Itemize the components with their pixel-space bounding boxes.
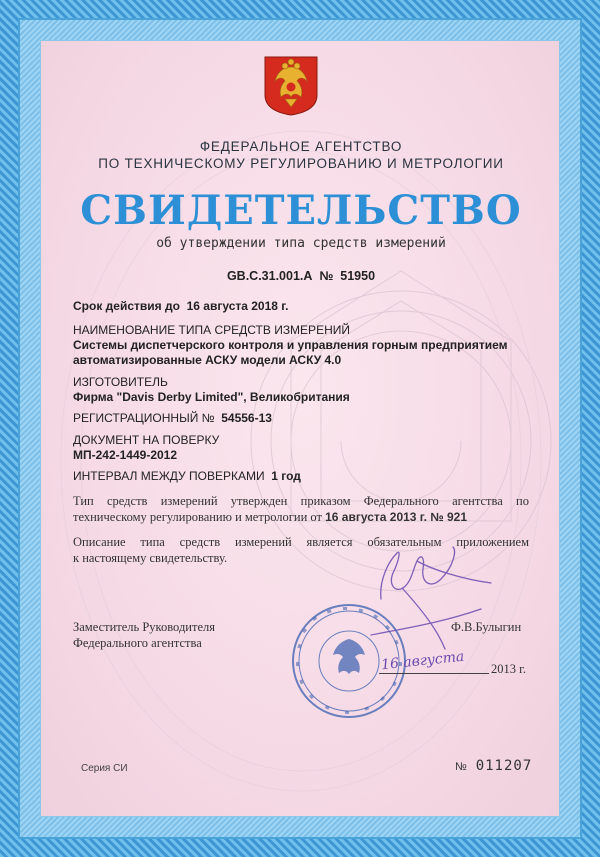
validity-label: Срок действия до <box>73 299 180 313</box>
interval-label: ИНТЕРВАЛ МЕЖДУ ПОВЕРКАМИ <box>73 469 265 483</box>
approval-line2-prefix: техническому регулированию и метрологии от <box>73 510 322 524</box>
approval-line2 <box>73 509 467 525</box>
certificate-number <box>41 269 561 284</box>
signatory-name: Ф.В.Булыгин <box>451 620 522 634</box>
form-number-value: 011207 <box>475 758 533 774</box>
registration-value: 54556-13 <box>221 411 272 425</box>
coat-of-arms-icon <box>263 55 319 117</box>
interval-row <box>73 469 301 484</box>
agency-name-line1: ФЕДЕРАЛЬНОЕ АГЕНТСТВО <box>199 139 403 154</box>
annex-line1: Описание типа средств измерений является обязательным приложением <box>73 535 529 549</box>
verification-doc-label: ДОКУМЕНТ НА ПОВЕРКУ <box>73 433 220 447</box>
certificate-code: GB.C.31.001.A <box>226 269 313 283</box>
manufacturer-value: Фирма "Davis Derby Limited", Великобритания <box>73 390 350 404</box>
form-number <box>455 757 532 775</box>
certificate-number-value: 51950 <box>340 269 376 283</box>
signatory-position-line2: Федерального агентства <box>73 636 202 650</box>
document-subtitle: об утверждении типа средств измерений <box>156 236 446 251</box>
handwritten-signature <box>341 539 511 659</box>
interval-value: 1 год <box>271 469 301 483</box>
registration-label: РЕГИСТРАЦИОННЫЙ № <box>73 411 215 425</box>
type-name-label: НАИМЕНОВАНИЕ ТИПА СРЕДСТВ ИЗМЕРЕНИЙ <box>73 323 350 337</box>
document-title: СВИДЕТЕЛЬСТВО <box>80 187 522 234</box>
validity-date: 16 августа 2018 г. <box>186 299 289 313</box>
issue-date-handwritten: 16 августа <box>380 648 466 674</box>
agency-name-line2: ПО ТЕХНИЧЕСКОМУ РЕГУЛИРОВАНИЮ И МЕТРОЛОГИИ <box>98 156 504 171</box>
type-name-line1: Системы диспетчерского контроля и управления горным предприятием <box>73 338 508 352</box>
signatory-position-line1: Заместитель Руководителя <box>73 620 215 634</box>
annex-line2: к настоящему свидетельству. <box>73 551 228 565</box>
series-label: Серия СИ <box>81 763 128 774</box>
form-number-sign: № <box>455 761 467 773</box>
certificate-body <box>40 40 560 817</box>
number-sign: № <box>319 269 334 283</box>
registration-row <box>73 411 272 426</box>
validity-row <box>73 299 288 314</box>
type-name-line2: автоматизированные АСКУ модели АСКУ 4.0 <box>73 353 342 367</box>
issue-year: 2013 г. <box>491 662 526 676</box>
manufacturer-label: ИЗГОТОВИТЕЛЬ <box>73 375 168 389</box>
approval-line1: Тип средств измерений утвержден приказом Федерального агентства по <box>73 494 529 508</box>
verification-doc-value: МП-242-1449-2012 <box>73 448 178 462</box>
approval-order: 16 августа 2013 г. № 921 <box>325 510 467 524</box>
date-underline <box>379 673 489 674</box>
